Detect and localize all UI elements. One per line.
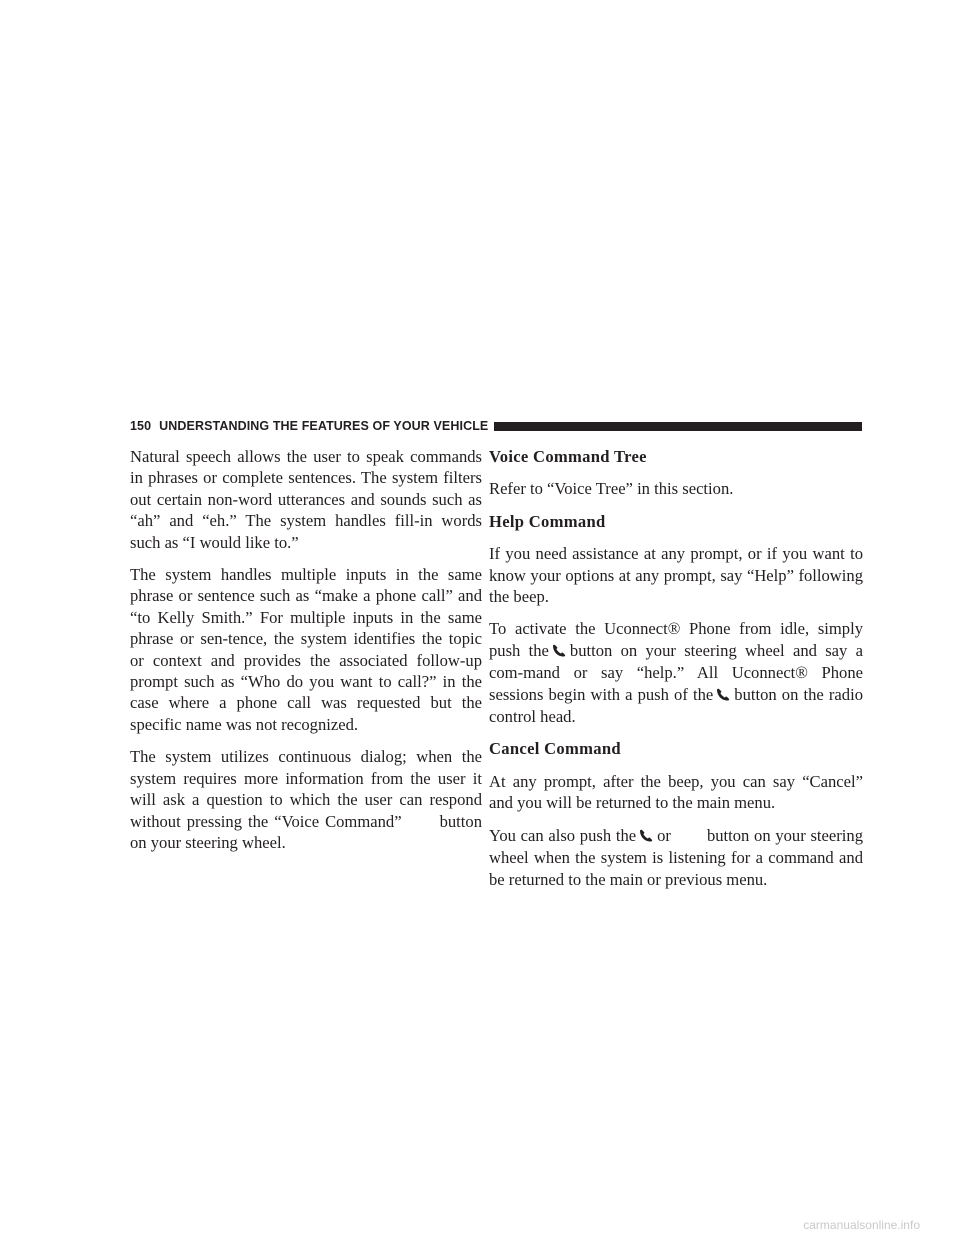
continuous-dialog-paragraph	[130, 746, 482, 853]
voice-command-tree-heading: Voice Command Tree	[489, 447, 647, 466]
continuous-dialog-text-a: The system utilizes continuous dialog; when the system requires more information from the user it will ask a question to which the user can respond without pressing the “Voice Command”	[130, 747, 482, 831]
watermark: carmanualsonline.info	[803, 1218, 920, 1232]
right-column	[489, 446, 863, 901]
cancel-paragraph-1: At any prompt, after the beep, you can say “Cancel” and you will be returned to the main menu.	[489, 771, 863, 813]
section-title: UNDERSTANDING THE FEATURES OF YOUR VEHICLE	[159, 419, 489, 433]
left-column	[130, 446, 482, 864]
phone-icon	[552, 641, 568, 662]
help-text-b: button on your steering wheel and say a com-mand or say “help.” All Uconnect® Phone sessions begin with a push of the	[489, 640, 863, 704]
help-command-heading: Help Command	[489, 511, 606, 531]
page-number: 150	[130, 419, 152, 433]
help-paragraph-2	[489, 618, 863, 727]
cancel-paragraph-2	[489, 825, 863, 890]
natural-speech-paragraph: Natural speech allows the user to speak commands in phrases or complete sentences. The system filters out certain non-word utterances and sounds such as “ah” and “eh.” The system handles fill-in words such as “I would like to.”	[130, 447, 482, 552]
cancel-text-b: button on your steering wheel when the system is listening for a command and be returned to the main or previous menu.	[489, 825, 863, 889]
cancel-text-a: You can also push the	[489, 825, 637, 845]
voice-command-tree-text: Refer to “Voice Tree” in this section.	[489, 479, 734, 499]
phone-icon	[639, 826, 655, 847]
page-header	[130, 418, 862, 434]
help-text-c: button on the radio control head.	[489, 684, 863, 727]
header-rule	[494, 422, 862, 431]
cancel-command-heading: Cancel Command	[489, 739, 621, 759]
multiple-inputs-paragraph: The system handles multiple inputs in the same phrase or sentence such as “make a phone call” and “to Kelly Smith.” For multiple inputs in the same phrase or sen-tence, the system identifies the topic or context and provides the associated follow-up prompt such as “Who do you want to call?” in the case where a phone call was requested but the specific name was not recognized.	[130, 565, 482, 734]
help-text-a: To activate the Uconnect® Phone from idle, simply push the	[489, 619, 863, 660]
phone-icon	[716, 685, 732, 706]
help-paragraph-1: If you need assistance at any prompt, or if you want to know your options at any prompt, say “Help” following the beep.	[489, 544, 863, 607]
continuous-dialog-text-b: button on your steering wheel.	[130, 811, 482, 852]
cancel-text-or: or	[657, 825, 671, 845]
